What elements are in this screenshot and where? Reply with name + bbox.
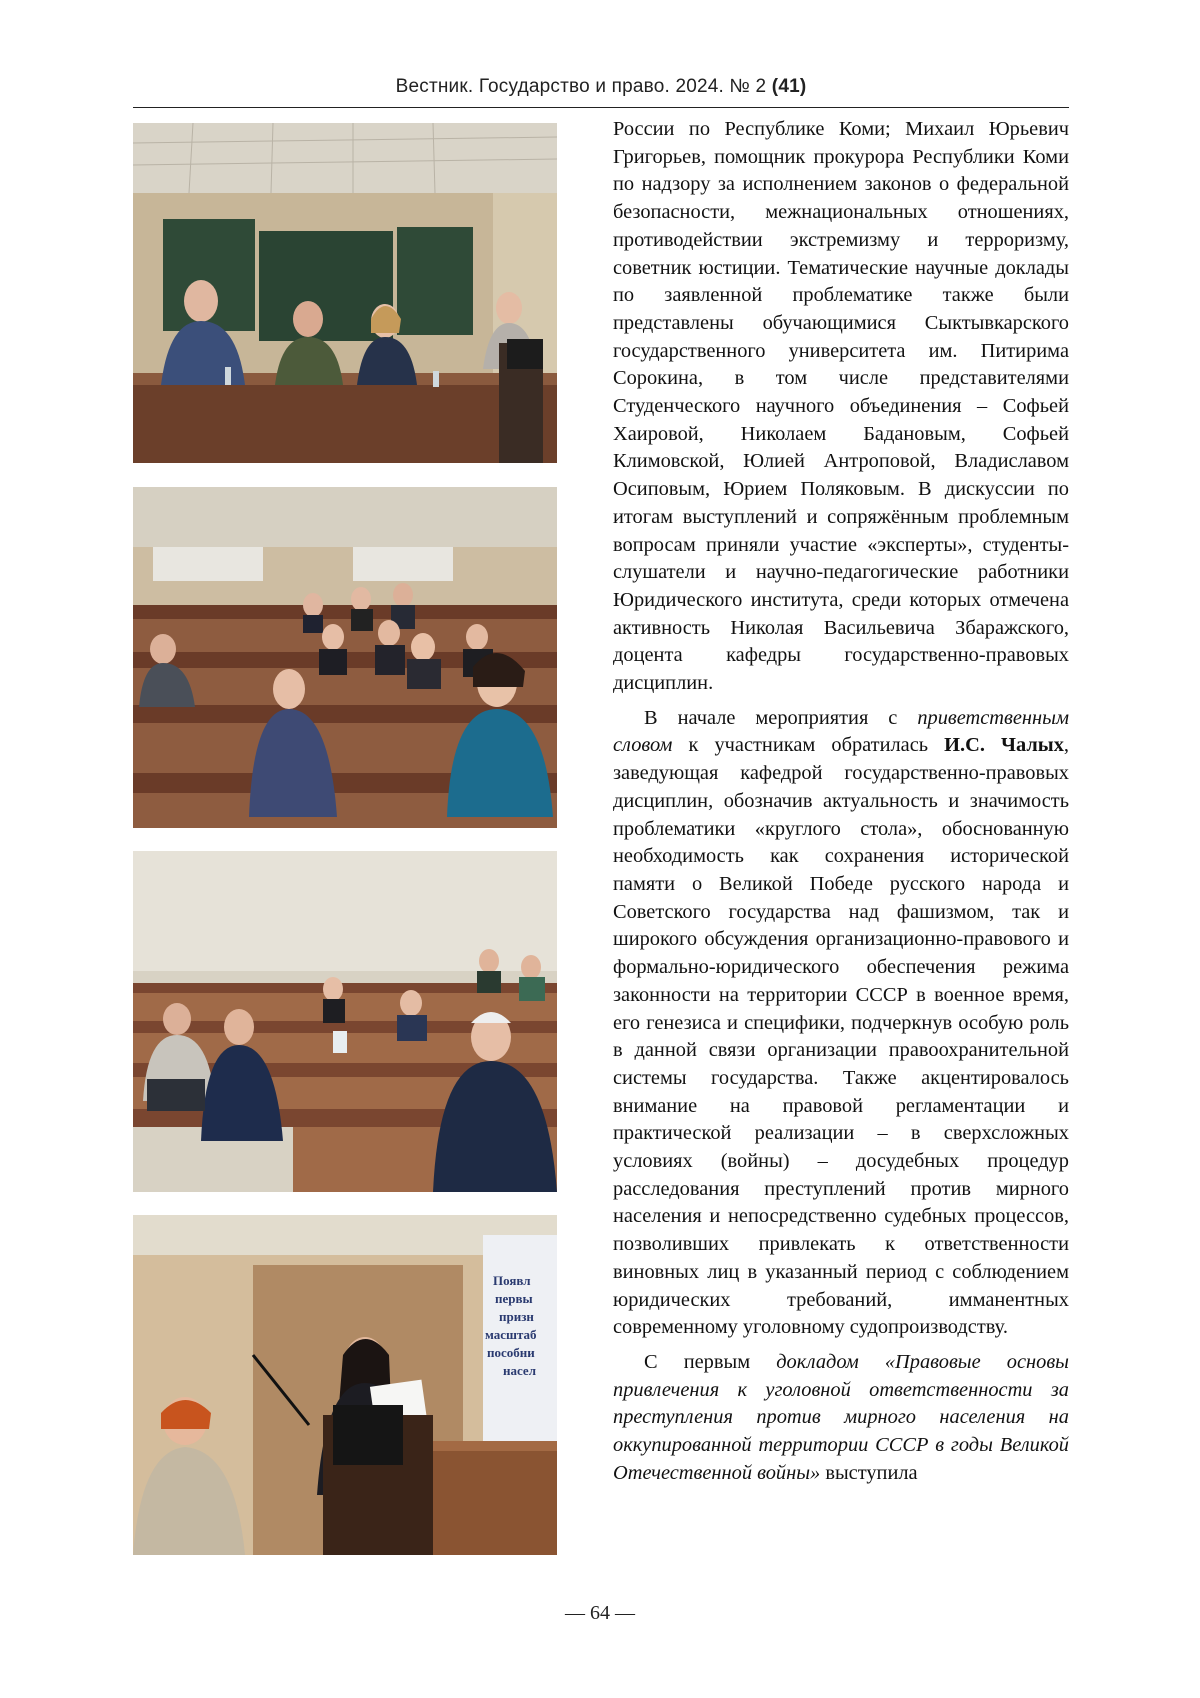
- running-head: [133, 76, 1069, 98]
- paragraph-2: В начале мероприятия с приветственным словом к участникам обратилась И.С. Чалых, заведующая кафедрой государственно-правовых дисциплин, обозначив актуальность и значимость проблематики «круглого стола», обоснованную необходимость как сохранения исторической памяти о Великой Победе русского народа и Советского государства над фашизмом, так и широкого обсуждения организационно-правового и формально-юридического обеспечения режима законности на территории СССР в военное время, его генезиса и специфики, подчеркнув особую роль в данной связи организации правоохранительной системы государства. Также акцентировалось внимание на правовой регламентации и практической реализации – в сверхсложных условиях (войны) – досудебных процедур расследования преступлений против мирного населения и непосредственно судебных процессов, позволивших привлекать к ответственности виновных лиц в указанный период с соблюдением юридических требований, имманентных современному уголовному судопроизводству.: [613, 706, 1069, 1339]
- photo-speaker: [133, 1215, 557, 1555]
- slide-text-3: призн: [499, 1309, 534, 1324]
- page-number: — 64 —: [565, 1602, 635, 1624]
- issue-total: (41): [771, 76, 807, 97]
- photo-presidium: [133, 123, 557, 463]
- report-title: докладом «Правовые основы привлечения к уголовной ответственности за преступления против мирного населения на оккупированной территории СССР в годы Великой Отечественной войны»: [613, 1350, 1069, 1484]
- speaker-name: И.С. Чалых: [944, 734, 1064, 757]
- journal-title: Вестник. Государство и право. 2024. № 2: [395, 76, 767, 97]
- italic-phrase: приветственным словом: [613, 706, 1069, 757]
- photo-audience-1: [133, 487, 557, 828]
- slide-text-6: насел: [503, 1363, 536, 1378]
- photo-audience-2: [133, 851, 557, 1192]
- header-rule: [133, 107, 1069, 108]
- paragraph-1: России по Республике Коми; Михаил Юрьевич Григорьев, помощник прокурора Республики Коми по надзору за исполнением законов о федеральной безопасности, межнациональных отношениях, противодействии экстремизму и терроризму, советник юстиции. Тематические научные доклады по заявленной проблематике также были представлены обучающимися Сыктывкарского государственного университета им. Питирима Сорокина, в том числе представителями Студенческого научного объединения – Софьей Хаировой, Николаем Бадановым, Софьей Климовской, Юлией Антроповой, Владиславом Осиповым, Юрием Поляковым. В дискуссии по итогам выступлений и сопряжённым проблемным вопросам приняли участие «эксперты», студенты-слушатели и научно-педагогические работники Юридического института, среди которых отмечена активность Николая Васильевича Збаражского, доцента кафедры государственно-правовых дисциплин.: [613, 118, 1069, 695]
- paragraph-3: С первым докладом «Правовые основы привлечения к уголовной ответственности за преступления против мирного населения на оккупированной территории СССР в годы Великой Отечественной войны» выступила: [613, 1350, 1069, 1484]
- body-text: [613, 116, 1069, 1487]
- slide-text-5: пособни: [487, 1345, 535, 1360]
- slide-text-4: масштаб: [485, 1327, 537, 1342]
- slide-text-1: Появл: [493, 1273, 531, 1288]
- slide-text-2: первы: [495, 1291, 533, 1306]
